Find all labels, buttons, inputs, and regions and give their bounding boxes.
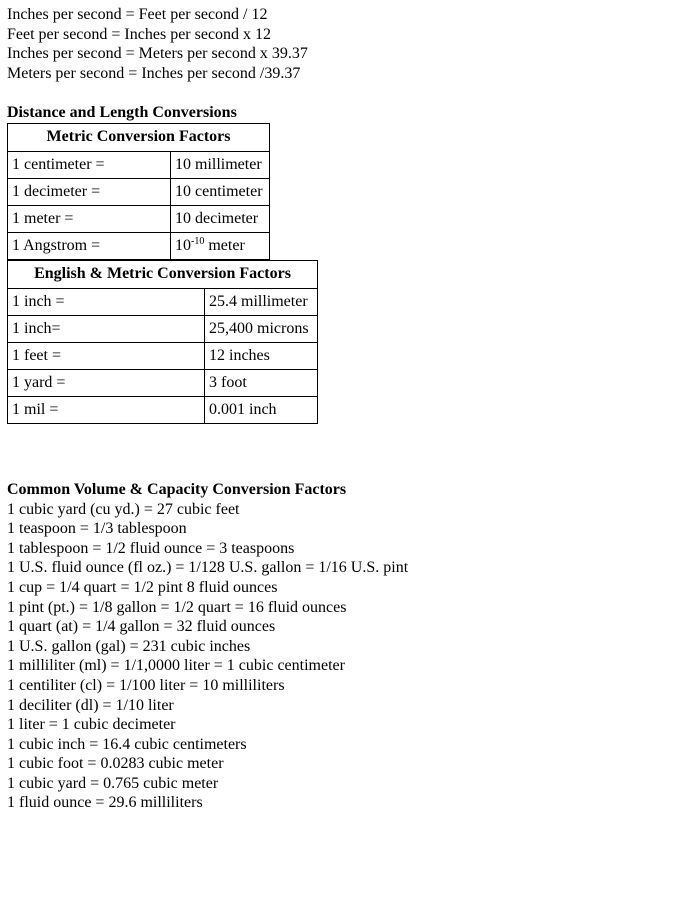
speed-conversion-line: Inches per second = Meters per second x 39.37 (7, 45, 308, 63)
volume-conversion-line: 1 cubic yard = 0.765 cubic meter (7, 774, 219, 792)
volume-conversion-line: 1 liter = 1 cubic decimeter (7, 716, 176, 734)
table-row (8, 288, 318, 315)
volume-conversion-line: 1 U.S. fluid ounce (fl oz.) = 1/128 U.S. gallon = 1/16 U.S. pint (7, 559, 409, 577)
speed-conversion-line: Feet per second = Inches per second x 12 (7, 25, 272, 43)
volume-conversion-line: 1 cup = 1/4 quart = 1/2 pint 8 fluid ounces (7, 578, 278, 596)
volume-conversion-line: 1 cubic inch = 16.4 cubic centimeters (7, 735, 247, 753)
volume-heading: Common Volume & Capacity Conversion Factors (7, 480, 347, 498)
volume-conversion-line: 1 pint (pt.) = 1/8 gallon = 1/2 quart = 16 fluid ounces (7, 598, 347, 616)
distance-heading: Distance and Length Conversions (7, 104, 237, 122)
table-row (8, 232, 270, 259)
table-cell-right: 10 centimeter (171, 178, 270, 205)
table-cell-left: 1 decimeter = (8, 178, 171, 205)
table-cell-left: 1 meter = (8, 205, 171, 232)
table-row (8, 205, 270, 232)
table-cell-left: 1 inch = (8, 288, 205, 315)
metric-conversion-table (7, 123, 270, 260)
table-row (8, 396, 318, 423)
table-row (8, 315, 318, 342)
spacer (7, 424, 687, 480)
english-table-title: English & Metric Conversion Factors (8, 260, 318, 288)
volume-conversion-line: 1 quart (at) = 1/4 gallon = 32 fluid ounces (7, 618, 276, 636)
volume-conversion-line: 1 fluid ounce = 29.6 milliliters (7, 794, 203, 812)
table-row (8, 178, 270, 205)
volume-conversion-line: 1 cubic foot = 0.0283 cubic meter (7, 755, 224, 773)
table-row (8, 369, 318, 396)
table-cell-left: 1 feet = (8, 342, 205, 369)
table-cell-right (171, 232, 270, 259)
table-cell-left: 1 centimeter = (8, 151, 171, 178)
english-metric-conversion-table (7, 260, 318, 424)
table-cell-right: 25.4 millimeter (205, 288, 318, 315)
volume-conversion-line: 1 milliliter (ml) = 1/1,0000 liter = 1 cubic centimeter (7, 657, 345, 675)
exponent: -10 (191, 235, 205, 247)
table-row (8, 151, 270, 178)
speed-conversions-block (7, 5, 687, 83)
table-cell-left: 1 Angstrom = (8, 232, 171, 259)
volume-conversion-line: 1 U.S. gallon (gal) = 231 cubic inches (7, 637, 251, 655)
speed-conversion-line: Meters per second = Inches per second /39.37 (7, 64, 301, 82)
volume-conversions-block (7, 500, 687, 814)
table-cell-right: 25,400 microns (205, 315, 318, 342)
document-page (7, 5, 687, 813)
table-cell-left: 1 mil = (8, 396, 205, 423)
table-cell-right: 3 foot (205, 369, 318, 396)
spacer (7, 83, 687, 103)
volume-conversion-line: 1 teaspoon = 1/3 tablespoon (7, 520, 187, 538)
volume-conversion-line: 1 deciliter (dl) = 1/10 liter (7, 696, 174, 714)
speed-conversion-line: Inches per second = Feet per second / 12 (7, 6, 268, 23)
table-cell-left: 1 inch= (8, 315, 205, 342)
table-row (8, 342, 318, 369)
volume-conversion-line: 1 cubic yard (cu yd.) = 27 cubic feet (7, 500, 240, 518)
table-cell-right: 0.001 inch (205, 396, 318, 423)
table-cell-right: 10 millimeter (171, 151, 270, 178)
volume-conversion-line: 1 tablespoon = 1/2 fluid ounce = 3 teaspoons (7, 539, 295, 557)
table-cell-left: 1 yard = (8, 369, 205, 396)
exponent-base: 10 (175, 236, 191, 254)
metric-table-title: Metric Conversion Factors (8, 123, 270, 151)
table-cell-right: 12 inches (205, 342, 318, 369)
exponent-unit: meter (204, 236, 245, 254)
volume-conversion-line: 1 centiliter (cl) = 1/100 liter = 10 milliliters (7, 676, 285, 694)
table-cell-right: 10 decimeter (171, 205, 270, 232)
